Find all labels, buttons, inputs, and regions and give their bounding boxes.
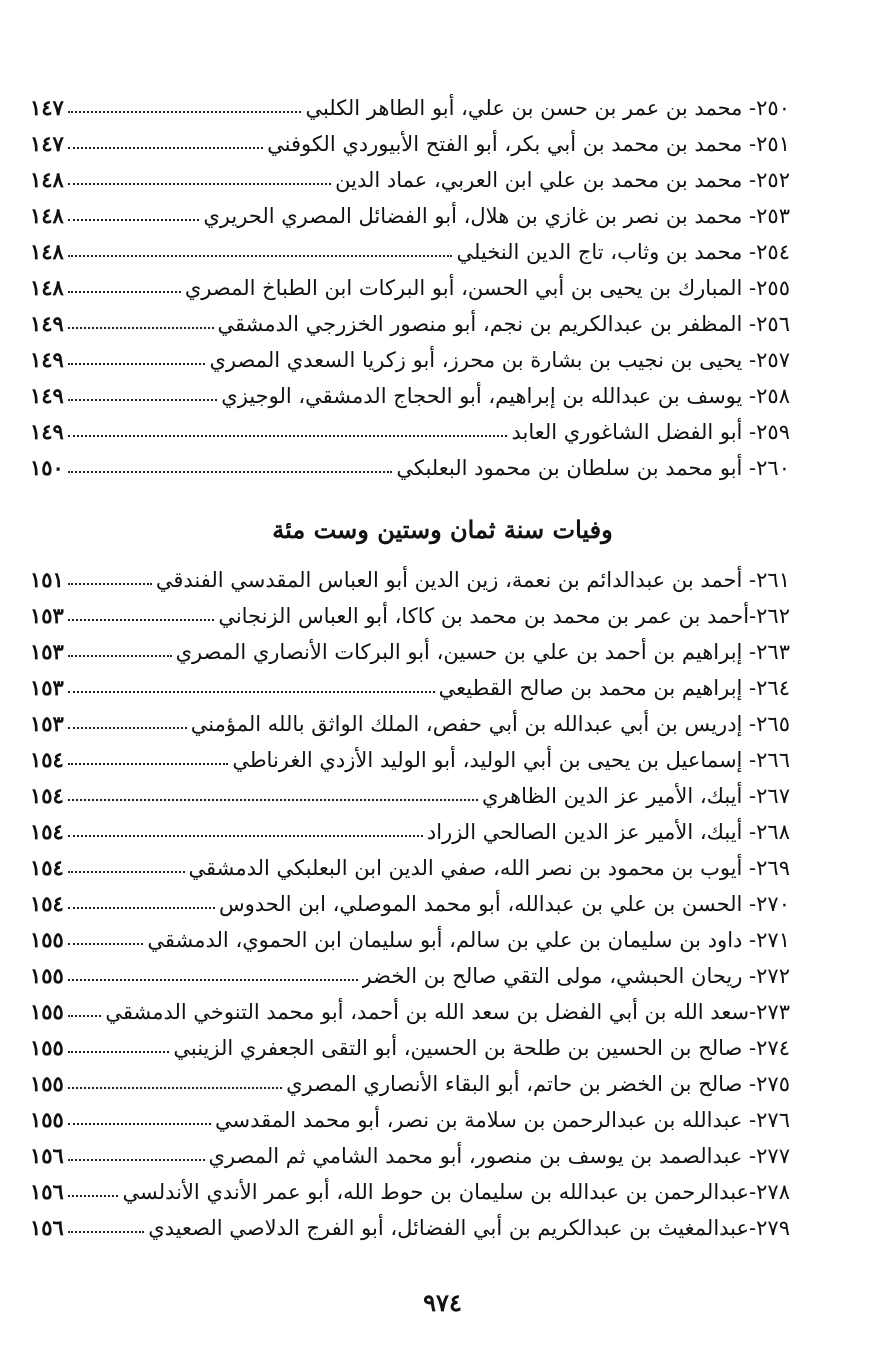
toc-entry — [30, 1030, 790, 1066]
leader-dots — [68, 355, 206, 365]
toc-entry — [30, 306, 790, 342]
toc-entry — [30, 1066, 790, 1102]
toc-entry — [30, 198, 790, 234]
entry-page-number: ١٥٦ — [30, 1179, 64, 1204]
entry-title: ٢٧٩-عبدالمغيث بن عبدالكريم بن أبي الفضائل، أبو الفرج الدلاصي الصعيدي — [148, 1216, 790, 1240]
toc-entry — [30, 342, 790, 378]
entry-title: ٢٥٢- محمد بن محمد بن علي ابن العربي، عماد الدين — [335, 168, 790, 192]
toc-entry — [30, 850, 790, 886]
leader-dots — [68, 755, 229, 765]
entry-page-number: ١٥٦ — [30, 1143, 64, 1168]
entry-title: ٢٦٥- إدريس بن أبي عبدالله بن أبي حفص، الملك الواثق بالله المؤمني — [190, 712, 790, 736]
entry-page-number: ١٤٩ — [30, 383, 64, 408]
entry-page-number: ١٤٩ — [30, 311, 64, 336]
leader-dots — [68, 1151, 205, 1161]
toc-entry — [30, 598, 790, 634]
leader-dots — [68, 463, 393, 473]
toc-entry — [30, 1174, 790, 1210]
leader-dots — [68, 827, 423, 837]
entry-title: ٢٧٨-عبدالرحمن بن عبدالله بن سليمان بن حوط الله، أبو عمر الأندي الأندلسي — [122, 1180, 790, 1204]
toc-entry — [30, 994, 790, 1030]
leader-dots — [68, 683, 435, 693]
toc-entry — [30, 270, 790, 306]
entry-title: ٢٦٤- إبراهيم بن محمد بن صالح القطيعي — [438, 676, 790, 700]
leader-dots — [68, 971, 358, 981]
toc-entry — [30, 1210, 790, 1246]
toc-entry — [30, 706, 790, 742]
entry-page-number: ١٥٤ — [30, 783, 64, 808]
leader-dots — [68, 935, 144, 945]
entry-title: ٢٧٥- صالح بن الخضر بن حاتم، أبو البقاء الأنصاري المصري — [286, 1072, 790, 1096]
entry-page-number: ١٤٨ — [30, 239, 64, 264]
entry-page-number: ١٥٣ — [30, 639, 64, 664]
entry-page-number: ١٥٤ — [30, 747, 64, 772]
entry-page-number: ١٤٩ — [30, 419, 64, 444]
toc-entry — [30, 450, 790, 486]
toc-entry — [30, 778, 790, 814]
entry-page-number: ١٥٤ — [30, 819, 64, 844]
toc-entry — [30, 886, 790, 922]
leader-dots — [68, 1187, 119, 1197]
entry-title: ٢٥٩- أبو الفضل الشاغوري العابد — [511, 420, 790, 444]
toc-entry — [30, 162, 790, 198]
leader-dots — [68, 1079, 282, 1089]
leader-dots — [68, 1007, 102, 1017]
toc-entry — [30, 234, 790, 270]
entry-page-number: ١٥١ — [30, 567, 64, 592]
entry-title: ٢٦٨- أيبك، الأمير عز الدين الصالحي الزراد — [426, 820, 790, 844]
toc-entry — [30, 958, 790, 994]
entry-title: ٢٦٦- إسماعيل بن يحيى بن أبي الوليد، أبو الوليد الأزدي الغرناطي — [232, 748, 790, 772]
leader-dots — [68, 647, 172, 657]
leader-dots — [68, 1115, 211, 1125]
section-heading: وفيات سنة ثمان وستين وست مئة — [272, 515, 613, 544]
leader-dots — [68, 611, 214, 621]
leader-dots — [68, 1043, 170, 1053]
contents-list-1 — [30, 90, 790, 486]
leader-dots — [68, 175, 331, 185]
toc-entry — [30, 670, 790, 706]
entry-title: ٢٧١- داود بن سليمان بن علي بن سالم، أبو سليمان ابن الحموي، الدمشقي — [147, 928, 790, 952]
leader-dots — [68, 319, 214, 329]
entry-page-number: ١٤٧ — [30, 95, 64, 120]
entry-page-number: ١٤٩ — [30, 347, 64, 372]
entry-title: ٢٦٠- أبو محمد بن سلطان بن محمود البعلبكي — [396, 456, 790, 480]
entry-title: ٢٧٤- صالح بن الحسين بن طلحة بن الحسين، أبو التقى الجعفري الزينبي — [173, 1036, 790, 1060]
page-number: ٩٧٤ — [423, 1288, 462, 1317]
entry-title: ٢٥٤- محمد بن وثاب، تاج الدين النخيلي — [456, 240, 790, 264]
toc-entry — [30, 742, 790, 778]
entry-page-number: ١٥٣ — [30, 711, 64, 736]
entry-title: ٢٥٧- يحيى بن نجيب بن بشارة بن محرز، أبو زكريا السعدي المصري — [209, 348, 790, 372]
entry-page-number: ١٥٥ — [30, 927, 64, 952]
toc-entry — [30, 414, 790, 450]
toc-entry — [30, 1102, 790, 1138]
entry-page-number: ١٤٨ — [30, 275, 64, 300]
entry-page-number: ١٥٥ — [30, 1071, 64, 1096]
leader-dots — [68, 391, 217, 401]
toc-entry — [30, 1138, 790, 1174]
leader-dots — [68, 1223, 144, 1233]
entry-page-number: ١٥٥ — [30, 963, 64, 988]
entry-title: ٢٧٧- عبدالصمد بن يوسف بن منصور، أبو محمد الشامي ثم المصري — [208, 1144, 790, 1168]
entry-title: ٢٥٦- المظفر بن عبدالكريم بن نجم، أبو منصور الخزرجي الدمشقي — [217, 312, 790, 336]
leader-dots — [68, 863, 185, 873]
leader-dots — [68, 247, 453, 257]
entry-page-number: ١٥٥ — [30, 1107, 64, 1132]
leader-dots — [68, 103, 302, 113]
entry-title: ٢٦٧- أيبك، الأمير عز الدين الظاهري — [482, 784, 790, 808]
entry-title: ٢٧٦- عبدالله بن عبدالرحمن بن سلامة بن نصر، أبو محمد المقدسي — [214, 1108, 790, 1132]
entry-title: ٢٥٣- محمد بن نصر بن غازي بن هلال، أبو الفضائل المصري الحريري — [203, 204, 790, 228]
entry-title: ٢٧٣-سعد الله بن أبي الفضل بن سعد الله بن أحمد، أبو محمد التنوخي الدمشقي — [105, 1000, 790, 1024]
entry-title: ٢٧٢- ريحان الحبشي، مولى التقي صالح بن الخضر — [361, 964, 790, 988]
entry-page-number: ١٥٤ — [30, 855, 64, 880]
leader-dots — [68, 427, 508, 437]
toc-entry — [30, 922, 790, 958]
leader-dots — [68, 899, 215, 909]
toc-entry — [30, 562, 790, 598]
entry-title: ٢٥١- محمد بن محمد بن أبي بكر، أبو الفتح الأبيوردي الكوفني — [267, 132, 790, 156]
toc-entry — [30, 814, 790, 850]
entry-page-number: ١٤٨ — [30, 167, 64, 192]
entry-page-number: ١٤٧ — [30, 131, 64, 156]
entry-page-number: ١٥٣ — [30, 675, 64, 700]
entry-page-number: ١٥٠ — [30, 455, 64, 480]
toc-entry — [30, 378, 790, 414]
leader-dots — [68, 575, 152, 585]
entry-page-number: ١٤٨ — [30, 203, 64, 228]
toc-entry — [30, 90, 790, 126]
entry-page-number: ١٥٣ — [30, 603, 64, 628]
leader-dots — [68, 719, 187, 729]
leader-dots — [68, 283, 181, 293]
leader-dots — [68, 139, 263, 149]
entry-title: ٢٦٢-أحمد بن عمر بن محمد بن محمد بن كاكا، أبو العباس الزنجاني — [218, 604, 790, 628]
entry-page-number: ١٥٥ — [30, 999, 64, 1024]
toc-entry — [30, 634, 790, 670]
entry-page-number: ١٥٤ — [30, 891, 64, 916]
entry-title: ٢٥٥- المبارك بن يحيى بن أبي الحسن، أبو البركات ابن الطباخ المصري — [184, 276, 790, 300]
entry-title: ٢٦١- أحمد بن عبدالدائم بن نعمة، زين الدين أبو العباس المقدسي الفندقي — [155, 568, 790, 592]
entry-page-number: ١٥٦ — [30, 1215, 64, 1240]
leader-dots — [68, 211, 199, 221]
entry-title: ٢٥٨- يوسف بن عبدالله بن إبراهيم، أبو الحجاج الدمشقي، الوجيزي — [221, 384, 790, 408]
entry-page-number: ١٥٥ — [30, 1035, 64, 1060]
entry-title: ٢٦٩- أيوب بن محمود بن نصر الله، صفي الدين ابن البعلبكي الدمشقي — [188, 856, 790, 880]
entry-title: ٢٦٣- إبراهيم بن أحمد بن علي بن حسين، أبو البركات الأنصاري المصري — [175, 640, 790, 664]
toc-entry — [30, 126, 790, 162]
leader-dots — [68, 791, 478, 801]
entry-title: ٢٥٠- محمد بن عمر بن حسن بن علي، أبو الطاهر الكلبي — [305, 96, 790, 120]
entry-title: ٢٧٠- الحسن بن علي بن عبدالله، أبو محمد الموصلي، ابن الحدوس — [219, 892, 790, 916]
contents-list-2 — [30, 562, 790, 1246]
